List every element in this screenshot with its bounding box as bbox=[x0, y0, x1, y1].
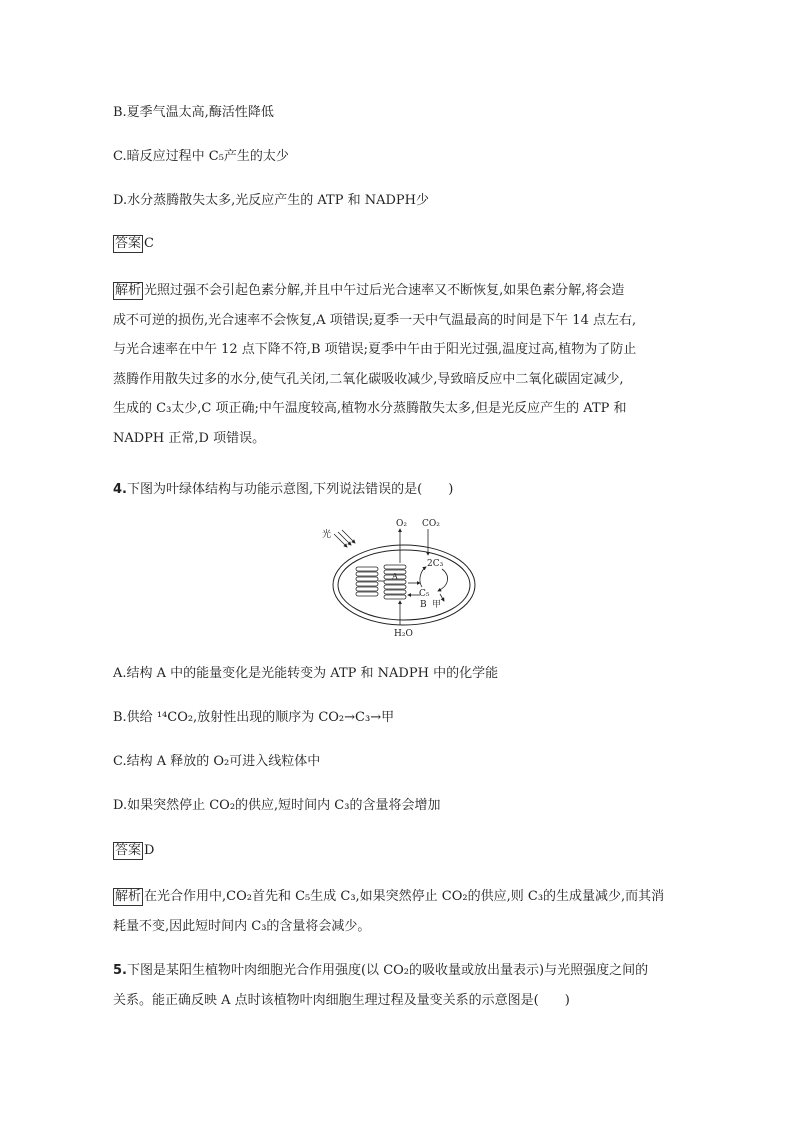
grana-stack-left bbox=[356, 567, 378, 596]
q4-answer bbox=[113, 841, 154, 861]
question-number: 5. bbox=[113, 963, 127, 978]
h2o-label: H₂O bbox=[394, 629, 413, 639]
analysis-line: 解析 光照过强不会引起色素分解,并且中午过后光合速率又不断恢复,如果色素分解,将会造 bbox=[115, 283, 625, 298]
stem-line: 关系。能正确反映 A 点时该植物叶肉细胞生理过程及量变关系的示意图是( ) bbox=[113, 992, 570, 1008]
q3-option-b: B.夏季气温太高,酶活性降低 bbox=[113, 105, 274, 120]
answer-value: C bbox=[144, 236, 154, 251]
q3-analysis bbox=[113, 276, 673, 454]
answer-label: 答案 bbox=[115, 236, 142, 251]
analysis-line: 解析 在光合作用中,CO₂首先和 C₅生成 C₃,如果突然停止 CO₂的供应,则 C₃的生成量减少,而其消 bbox=[115, 889, 665, 904]
light-label: 光 bbox=[322, 530, 332, 540]
label-a: A bbox=[392, 572, 398, 581]
answer-label: 答案 bbox=[115, 843, 142, 858]
two-c3-label: 2C₃ bbox=[427, 559, 444, 569]
analysis-label: 解析 bbox=[115, 283, 142, 298]
analysis-label: 解析 bbox=[115, 889, 142, 904]
q3-answer bbox=[113, 234, 154, 254]
c5-label: C₅ bbox=[419, 589, 430, 599]
answer-value: D bbox=[144, 843, 155, 858]
q3-option-c: C.暗反应过程中 C₅产生的太少 bbox=[113, 149, 289, 164]
calvin-arrow-right-icon bbox=[438, 569, 448, 591]
analysis-line: 生成的 C₃太少,C 项正确;中午温度较高,植物水分蒸腾散失太多,但是光反应产生的 ATP 和 bbox=[113, 401, 627, 417]
co2-label: CO₂ bbox=[422, 519, 440, 529]
stem-line: 5.下图是某阳生植物叶肉细胞光合作用强度(以 CO₂的吸收量或放出量表示)与光照强度之间的 bbox=[113, 963, 649, 978]
calvin-arrow-left-icon bbox=[420, 567, 426, 587]
q4-option-d: D.如果突然停止 CO₂的供应,短时间内 C₃的含量将会增加 bbox=[113, 798, 441, 813]
label-jia: 甲 bbox=[432, 600, 442, 610]
grana-stack-a bbox=[384, 565, 406, 599]
analysis-line: 与光合速率在中午 12 点下降不符,B 项错误;夏季中午由于阳光过强,温度过高,植物为了防止 bbox=[113, 342, 637, 358]
chloroplast-diagram bbox=[316, 517, 486, 642]
analysis-line: 耗量不变,因此短时间内 C₃的含量将会减少。 bbox=[113, 918, 371, 934]
o2-label: O₂ bbox=[396, 519, 407, 529]
q4-option-c: C.结构 A 释放的 O₂可进入线粒体中 bbox=[113, 754, 321, 769]
analysis-line: NADPH 正常,D 项错误。 bbox=[113, 430, 266, 446]
q5-stem bbox=[113, 956, 673, 1015]
q4-option-b: B.供给 ¹⁴CO₂,放射性出现的顺序为 CO₂→C₃→甲 bbox=[113, 710, 395, 725]
q4-analysis bbox=[113, 882, 673, 941]
label-b: B bbox=[420, 600, 427, 610]
q3-option-d: D.水分蒸腾散失太多,光反应产生的 ATP 和 NADPH少 bbox=[113, 193, 429, 208]
question-number: 4. bbox=[113, 482, 127, 497]
q4-stem: 4.下图为叶绿体结构与功能示意图,下列说法错误的是( ) bbox=[113, 482, 454, 497]
light-arrows-icon bbox=[334, 530, 355, 547]
q4-option-a: A.结构 A 中的能量变化是光能转变为 ATP 和 NADPH 中的化学能 bbox=[113, 666, 499, 681]
analysis-line: 成不可逆的损伤,光合速率不会恢复,A 项错误;夏季一天中气温最高的时间是下午 14 点左右, bbox=[113, 312, 637, 328]
analysis-line: 蒸腾作用散失过多的水分,使气孔关闭,二氧化碳吸收减少,导致暗反应中二氧化碳固定减少, bbox=[113, 371, 624, 387]
